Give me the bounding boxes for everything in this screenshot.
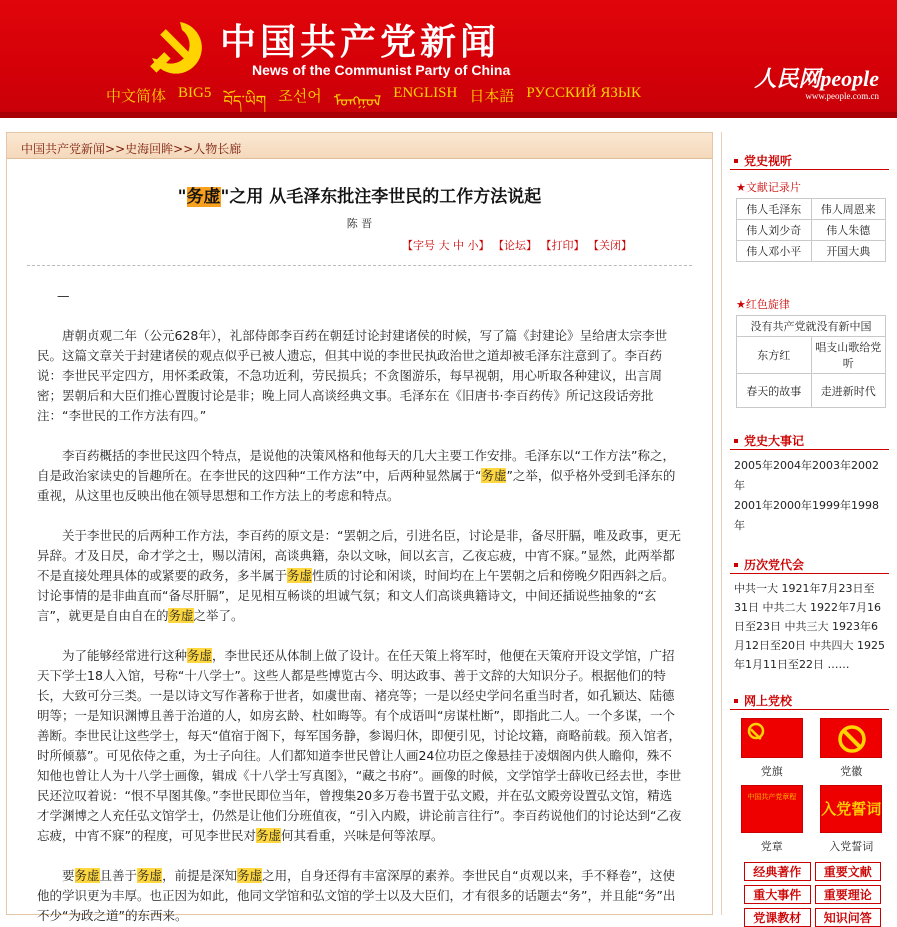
article — [7, 182, 712, 926]
lang-mongolian[interactable]: ᠮᠣᠩᠭᠣᠯ — [333, 94, 382, 110]
highlight-term: 务虚 — [74, 868, 100, 883]
song-link[interactable]: 东方红 — [737, 337, 812, 374]
events-section — [722, 432, 897, 536]
record-link[interactable]: 伟人周恩来 — [811, 199, 886, 220]
highlight-term: 务虚 — [237, 868, 263, 883]
section-heading: 党史大事记 — [730, 432, 889, 450]
pic-label: 党徽 — [840, 765, 863, 778]
divider — [27, 265, 692, 266]
article-body — [27, 286, 692, 926]
header-stripe — [0, 112, 897, 118]
paragraph: 李百药概括的李世民这四个特点，是说他的决策风格和他每天的几大主要工作安排。毛泽东以“工作方法”称之，自是政治家读史的旨趣所在。在李世民的这四种“工作方法”中，后两种显然属于“务虚”之举，似乎格外受到毛泽东的重视，从这里也反映出他在领导思想和工作方法上的考虑和特点。 — [37, 448, 676, 503]
breadcrumb — [7, 133, 712, 159]
party-flag-link[interactable] — [740, 718, 804, 779]
record-link[interactable]: 伟人邓小平 — [737, 241, 812, 262]
font-small-link[interactable]: 小】 — [467, 239, 490, 252]
song-link[interactable]: 春天的故事 — [737, 374, 812, 408]
section-heading: 网上党校 — [730, 692, 889, 710]
highlight-term: 务虚 — [481, 468, 507, 483]
article-title: "务虚"之用 从毛泽东批注李世民的工作方法说起 — [177, 187, 542, 207]
oath-text-icon: 入党誓词 — [820, 785, 882, 833]
breadcrumb-home[interactable]: 中国共产党新闻 — [21, 142, 106, 156]
breadcrumb-separator: >> — [105, 142, 126, 156]
party-emblem-link[interactable] — [820, 718, 884, 779]
close-link[interactable]: 【关闭】 — [588, 239, 632, 252]
pic-label: 党旗 — [760, 765, 783, 778]
pic-grid — [730, 710, 889, 854]
songs-subheading: ★红色旋律 — [736, 298, 790, 311]
paragraph: 为了能够经常进行这种务虚，李世民还从体制上做了设计。在任天策上将军时，他便在天策府开设文学馆，广招天下学士18人入馆，号称“十八学士”。这些人都是些博览古今、明达政事、善于文辞的大知识分子。根据他们的特长，大致可分三类。一是以诗文写作著称于世者，如虞世南、褚亮等；一是以经史学问名重当时者，如孔颖达、陆德明等；一是知识渊博且善于治道的人，如房玄龄、杜如晦等。有个成语叫“房谋杜断”，即指此二人。一个多谋，一个善断。李世民让这些学士，每天“值宿于阁下，每军国务静，参谒归休，即便引见，讨论坟籍，商略前载。预入馆者，时所倾慕”。可见依侍之重，为士子向往。人们都知道李世民曾让人画24位功臣之像悬挂于凌烟阁内供人瞻仰，殊不知他也曾让人为十八学士画像，辑成《十八学士写真图》，“藏之书府”。画像的时候，文学馆学士薛收已经去世，李世民还泣叹着说：“恨不早图其像。”李世民即位当年，曾搜集20多万卷书置于弘文殿，并在弘文殿旁设置弘文馆，精选才学渊博之人充任弘文馆学士，仍然是让他们分班值夜，“引入内殿，讲论前言往行”。李百药说他们的讨论达到“乙夜忘疲，中宵不寐”的程度，可见李世民对务虚何其看重，兴味是何等浓厚。 — [37, 648, 682, 843]
history-av-section — [722, 152, 897, 408]
site-title: 中国共产党新闻 — [220, 22, 501, 63]
record-link[interactable]: 伟人毛泽东 — [737, 199, 812, 220]
record-link[interactable]: 伟人朱德 — [811, 220, 886, 241]
lang-korean[interactable]: 조선어 — [278, 89, 322, 105]
years-list — [730, 450, 889, 536]
font-large-link[interactable]: 大 — [438, 239, 450, 252]
section-heading: 党史视听 — [730, 152, 889, 170]
party-constitution-link[interactable] — [740, 785, 804, 854]
language-bar — [106, 85, 641, 127]
song-link[interactable]: 走进新时代 — [811, 374, 886, 408]
article-tools — [27, 237, 692, 253]
bullet-square-icon — [734, 439, 738, 443]
records-table — [736, 198, 886, 262]
highlight-term: 务虚 — [186, 187, 221, 207]
article-author: 陈 晋 — [346, 217, 373, 230]
lang-big5[interactable]: BIG5 — [178, 85, 212, 101]
lang-russian[interactable]: РУССКИЙ ЯЗЫК — [526, 85, 641, 101]
paragraph: — — [57, 288, 70, 303]
oath-link[interactable] — [820, 785, 884, 854]
record-link[interactable]: 伟人刘少奇 — [737, 220, 812, 241]
partner-url: www.people.com.cn — [805, 91, 879, 101]
paragraph: 要务虚且善于务虚，前提是深知务虚之用，自身还得有丰富深厚的素养。李世民自“贞观以来，手不释卷”，这使他的学识更为丰厚。也正因为如此，他同文学馆和弘文馆的学士以及大臣们，才有很多的话题去“务”，并且能“务”出不少“为政之道”的东西来。 — [37, 868, 676, 923]
lang-english[interactable]: ENGLISH — [393, 85, 458, 101]
quiz-button[interactable]: 知识问答 — [815, 908, 882, 927]
paragraph: 关于李世民的后两种工作方法，李百药的原文是：“罢朝之后，引进名臣，讨论是非，备尽肝膈，唯及政事，更无异辞。才及日昃，命才学之士，赐以清闲，高谈典籍，杂以文咏，间以玄言，乙夜忘疲，中宵不寐。”显然，此两举都不是直接处理具体的或紧要的政务，多半属于务虚性质的讨论和闲谈，时间均在上午罢朝之后和傍晚夕阳西斜之后。讨论事情的是非曲直而“备尽肝膈”，足见相互畅谈的坦诚气氛；和文人们高谈典籍诗文，中间还插说些抽象的“玄言”，就更是自由自在的务虚之举了。 — [37, 528, 681, 623]
major-events-button[interactable]: 重大事件 — [744, 885, 811, 904]
party-flag-icon — [741, 718, 803, 758]
record-link[interactable]: 开国大典 — [811, 241, 886, 262]
congress-section — [722, 556, 897, 674]
important-theory-button[interactable]: 重要理论 — [815, 885, 882, 904]
classic-works-button[interactable]: 经典著作 — [744, 862, 811, 881]
font-medium-link[interactable]: 中 — [453, 239, 464, 252]
site-subtitle: News of the Communist Party of China — [252, 62, 511, 78]
lang-tibetan[interactable]: བོད་ཡིག — [223, 94, 267, 110]
records-subheading: ★文献记录片 — [736, 181, 801, 194]
print-link[interactable]: 【打印】 — [540, 239, 585, 252]
bullet-square-icon — [734, 563, 738, 567]
section-heading: 历次党代会 — [730, 556, 889, 574]
years-row[interactable]: 2005年2004年2003年2002年 — [734, 459, 879, 492]
highlight-term: 务虚 — [287, 568, 313, 583]
font-size-label: 【字号 — [402, 239, 435, 252]
party-constitution-book-icon: 中国共产党章程 — [741, 785, 803, 833]
highlight-term: 务虚 — [137, 868, 163, 883]
paragraph: 唐朝贞观二年（公元628年），礼部侍郎李百药在朝廷讨论封建诸侯的时候，写了篇《封建论》呈给唐太宗李世民。这篇文章关于封建诸侯的观点似乎已被人遗忘，但其中说的李世民执政治世之道却被毛泽东注意到了。李百药说：李世民平定四方，用怀柔政策，不急功近利，劳民损兵；不贪图游乐，每早视朝，用心听取各种建议，出言周密；罢朝后和大臣们推心置腹讨论是非；晚上同人高谈经典文事。毛泽东在《旧唐书·李百药传》所记这段话旁批注：“李世民的工作方法有四。” — [37, 328, 668, 423]
song-link[interactable]: 唱支山歌给党听 — [811, 337, 886, 374]
congress-list[interactable]: 中共一大 1921年7月23日至31日 中共二大 1922年7月16日至23日 中共三大 1923年6月12日至20日 中共四大 1925年1月11日至22日 …… — [734, 582, 885, 671]
party-lessons-button[interactable]: 党课教材 — [744, 908, 811, 927]
forum-link[interactable]: 【论坛】 — [493, 239, 537, 252]
people-daily-logo[interactable] — [754, 62, 879, 101]
lang-zh-simplified[interactable]: 中文简体 — [106, 89, 167, 105]
partner-name: 人民网people — [754, 66, 879, 91]
lang-japanese[interactable]: 日本語 — [469, 89, 515, 105]
main-content — [6, 132, 713, 923]
site-header — [0, 0, 897, 118]
important-documents-button[interactable]: 重要文献 — [815, 862, 882, 881]
song-link[interactable]: 没有共产党就没有新中国 — [737, 316, 886, 337]
breadcrumb-separator: >> — [173, 142, 194, 156]
years-row[interactable]: 2001年2000年1999年1998年 — [734, 499, 879, 532]
breadcrumb-people[interactable]: 人物长廊 — [193, 142, 242, 156]
pic-label: 入党誓词 — [829, 840, 874, 853]
breadcrumb-history[interactable]: 史海回眸 — [125, 142, 174, 156]
pic-label: 党章 — [760, 840, 783, 853]
topic-buttons — [730, 854, 889, 927]
highlight-term: 务虚 — [168, 608, 194, 623]
bullet-square-icon — [734, 699, 738, 703]
sidebar — [721, 132, 897, 925]
online-school-section — [722, 692, 897, 927]
songs-table — [736, 315, 886, 408]
party-emblem-icon — [820, 718, 882, 758]
bullet-square-icon — [734, 159, 738, 163]
hammer-sickle-icon — [142, 14, 212, 84]
highlight-term: 务虚 — [255, 828, 281, 843]
highlight-term: 务虚 — [187, 648, 213, 663]
